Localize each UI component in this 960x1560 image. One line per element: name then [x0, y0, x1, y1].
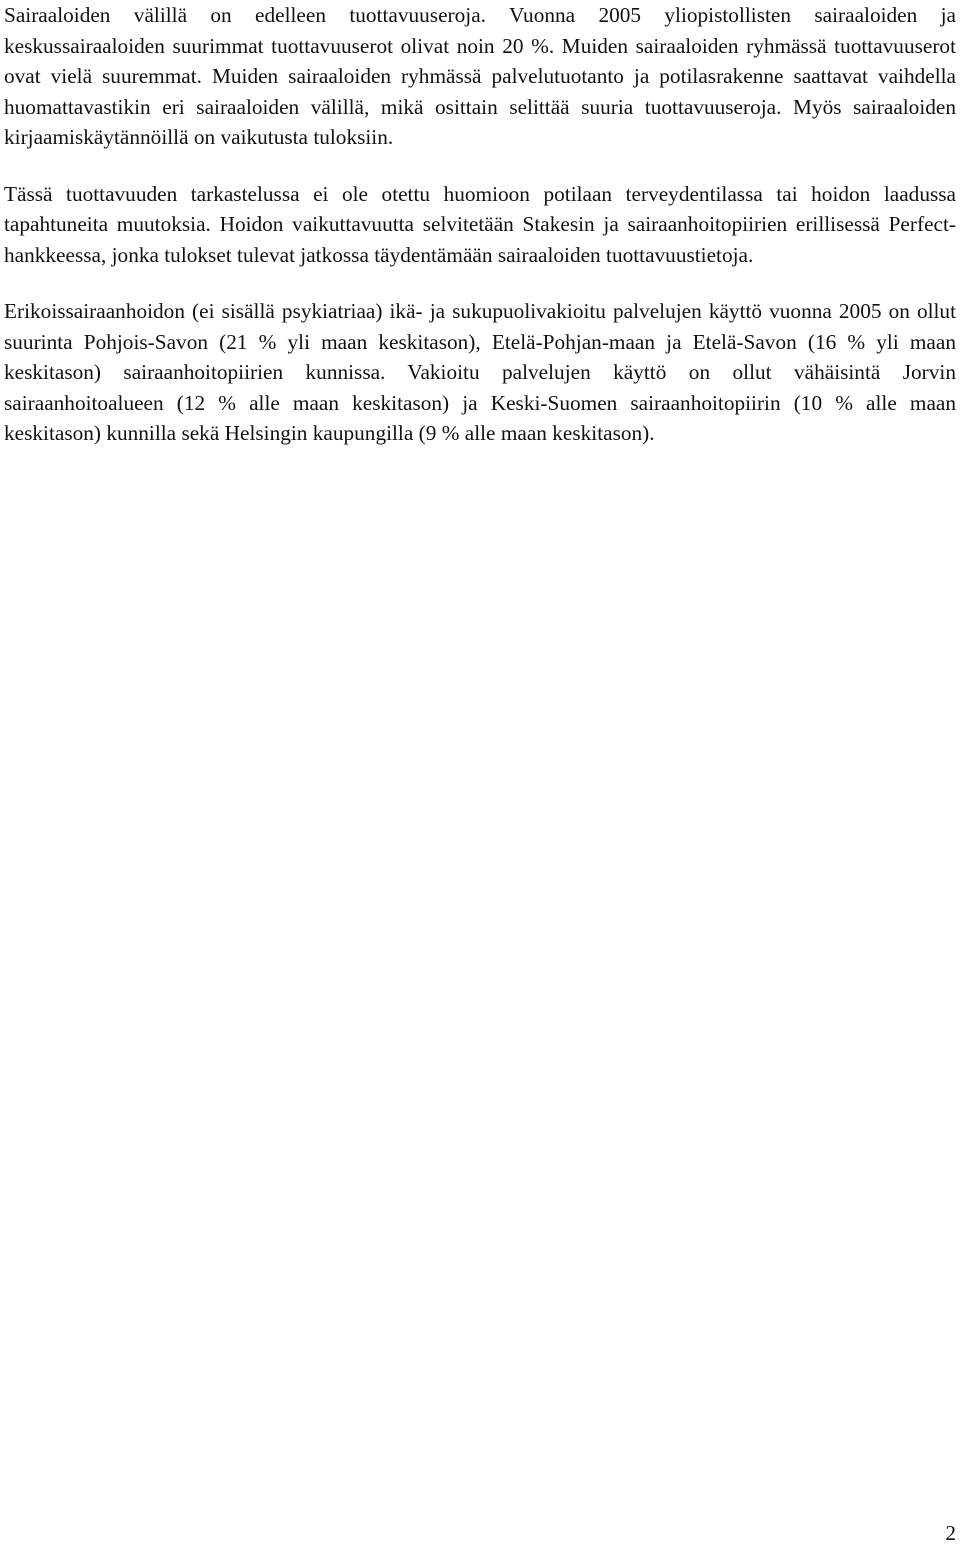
- paragraph-productivity-differences: Sairaaloiden välillä on edelleen tuottavuuseroja. Vuonna 2005 yliopistollisten sairaaloiden ja keskussairaaloiden suurimmat tuottavuuserot olivat noin 20 %. Muiden sairaaloiden ryhmässä tuottavuuserot ovat vielä suuremmat. Muiden sairaaloiden ryhmässä palvelutuotanto ja potilasrakenne saattavat vaihdella huomattavastikin eri sairaaloiden välillä, mikä osittain selittää suuria tuottavuuseroja. Myös sairaaloiden kirjaamiskäytännöillä on vaikutusta tuloksiin.: [4, 3, 956, 149]
- paragraph-care-effectiveness: Tässä tuottavuuden tarkastelussa ei ole otettu huomioon potilaan terveydentilassa tai hoidon laadussa tapahtuneita muutoksia. Hoidon vaikuttavuutta selvitetään Stakesin ja sairaanhoitopiirien erillisessä Perfect-hankkeessa, jonka tulokset tulevat jatkossa täydentämään sairaaloiden tuottavuustietoja.: [4, 181, 956, 267]
- page-number: 2: [945, 1521, 956, 1545]
- document-page: [4, 0, 956, 449]
- paragraph-service-usage: Erikoissairaanhoidon (ei sisällä psykiatriaa) ikä- ja sukupuolivakioitu palvelujen käyttö vuonna 2005 on ollut suurinta Pohjois-Savon (21 % yli maan keskitason), Etelä-Pohjan-maan ja Etelä-Savon (16 % yli maan keskitason) sairaanhoitopiirien kunnissa. Vakioitu palvelujen käyttö on ollut vähäisintä Jorvin sairaanhoitoalueen (12 % alle maan keskitason) ja Keski-Suomen sairaanhoitopiirin (10 % alle maan keskitason) kunnilla sekä Helsingin kaupungilla (9 % alle maan keskitason).: [4, 299, 956, 445]
